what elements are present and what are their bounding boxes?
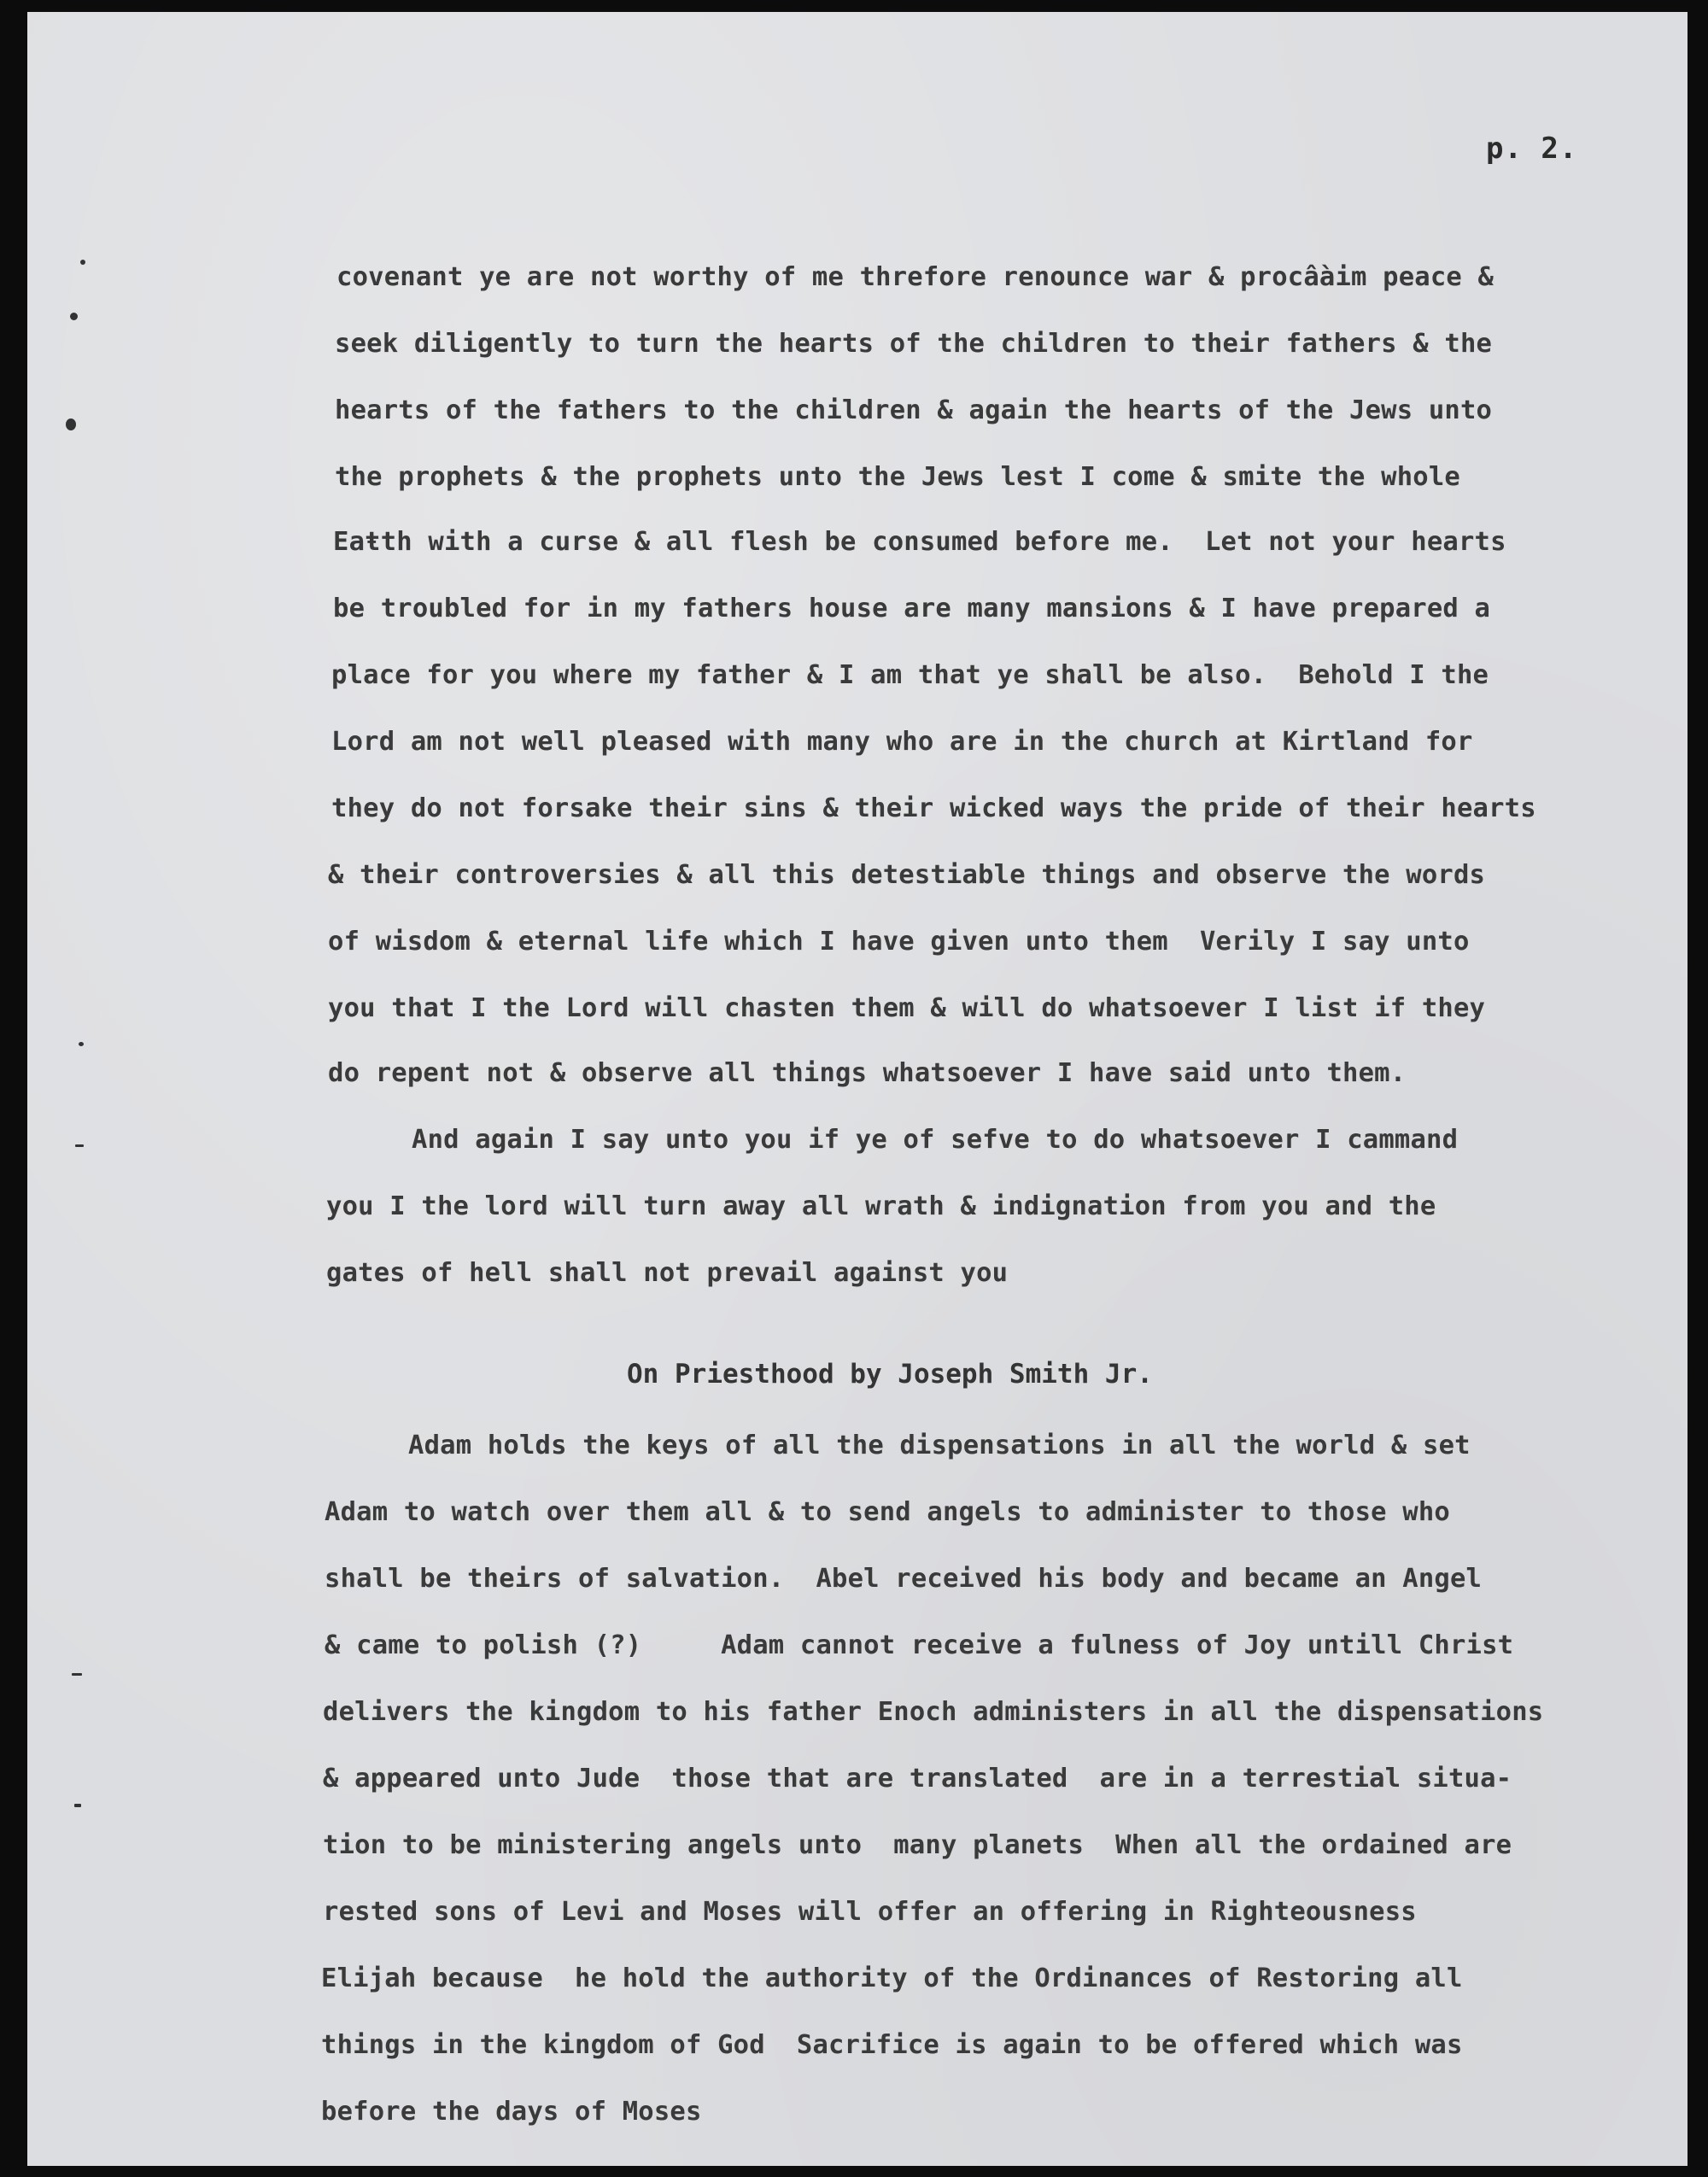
text-line: seek diligently to turn the hearts of the children to their fathers & the [335,329,1493,359]
margin-mark [74,1804,81,1807]
text-line: before the days of Moses [321,2097,702,2127]
text-line: gates of hell shall not prevail against you [326,1258,1009,1288]
text-line: tion to be ministering angels unto many planets When all the ordained are [323,1830,1512,1860]
text-line: covenant ye are not worthy of me threfore renounce war & procâàim peace & [336,262,1494,292]
margin-mark [70,313,78,320]
text-line: hearts of the fathers to the children & again the hearts of the Jews unto [335,395,1493,425]
text-line: & came to polish (?) Adam cannot receive a fulness of Joy untill Christ [325,1630,1514,1660]
text-line: place for you where my father & I am that ye shall be also. Behold I the [331,660,1489,690]
text-line: of wisdom & eternal life which I have given unto them Verily I say unto [328,927,1470,957]
text-line: things in the kingdom of God Sacrifice is again to be offered which was [321,2030,1463,2060]
text-line: shall be theirs of salvation. Abel received his body and became an Angel [325,1564,1483,1594]
text-line: you that I the Lord will chasten them & will do whatsoever I list if they [328,993,1486,1023]
text-line: the prophets & the prophets unto the Jews lest I come & smite the whole [335,462,1460,492]
margin-mark [80,260,85,265]
text-line: Lord am not well pleased with many who are in the church at Kirtland for [331,727,1473,757]
text-line: & their controversies & all this detestiable things and observe the words [328,860,1486,890]
text-line: do repent not & observe all things whatsoever I have said unto them. [328,1058,1407,1088]
text-line: & appeared unto Jude those that are translated are in a terrestial situa- [323,1764,1512,1794]
text-line: Elijah because he hold the authority of the Ordinances of Restoring all [321,1963,1463,1993]
text-line: they do not forsake their sins & their wicked ways the pride of their hearts [331,793,1536,823]
margin-mark [66,418,76,430]
page-number: p. 2. [1486,132,1578,166]
margin-mark [75,1144,84,1147]
margin-mark [79,1042,84,1046]
text-line: rested sons of Levi and Moses will offer an offering in Righteousness [323,1897,1417,1927]
text-line: Adam to watch over them all & to send angels to administer to those who [325,1497,1450,1527]
text-line: And again I say unto you if ye of sefve to do whatsoever I cammand [412,1125,1459,1155]
margin-mark [72,1673,82,1676]
text-line: Eaŧth with a curse & all flesh be consumed before me. Let not your hearts [333,527,1506,557]
typewritten-page [27,12,1688,2166]
text-line: be troubled for in my fathers house are many mansions & I have prepared a [333,594,1491,623]
section-heading: On Priesthood by Joseph Smith Jr. [627,1359,1153,1390]
text-line: delivers the kingdom to his father Enoch administers in all the dispensations [323,1697,1544,1727]
text-line: Adam holds the keys of all the dispensations in all the world & set [408,1431,1471,1460]
text-line: you I the lord will turn away all wrath & indignation from you and the [326,1191,1436,1221]
